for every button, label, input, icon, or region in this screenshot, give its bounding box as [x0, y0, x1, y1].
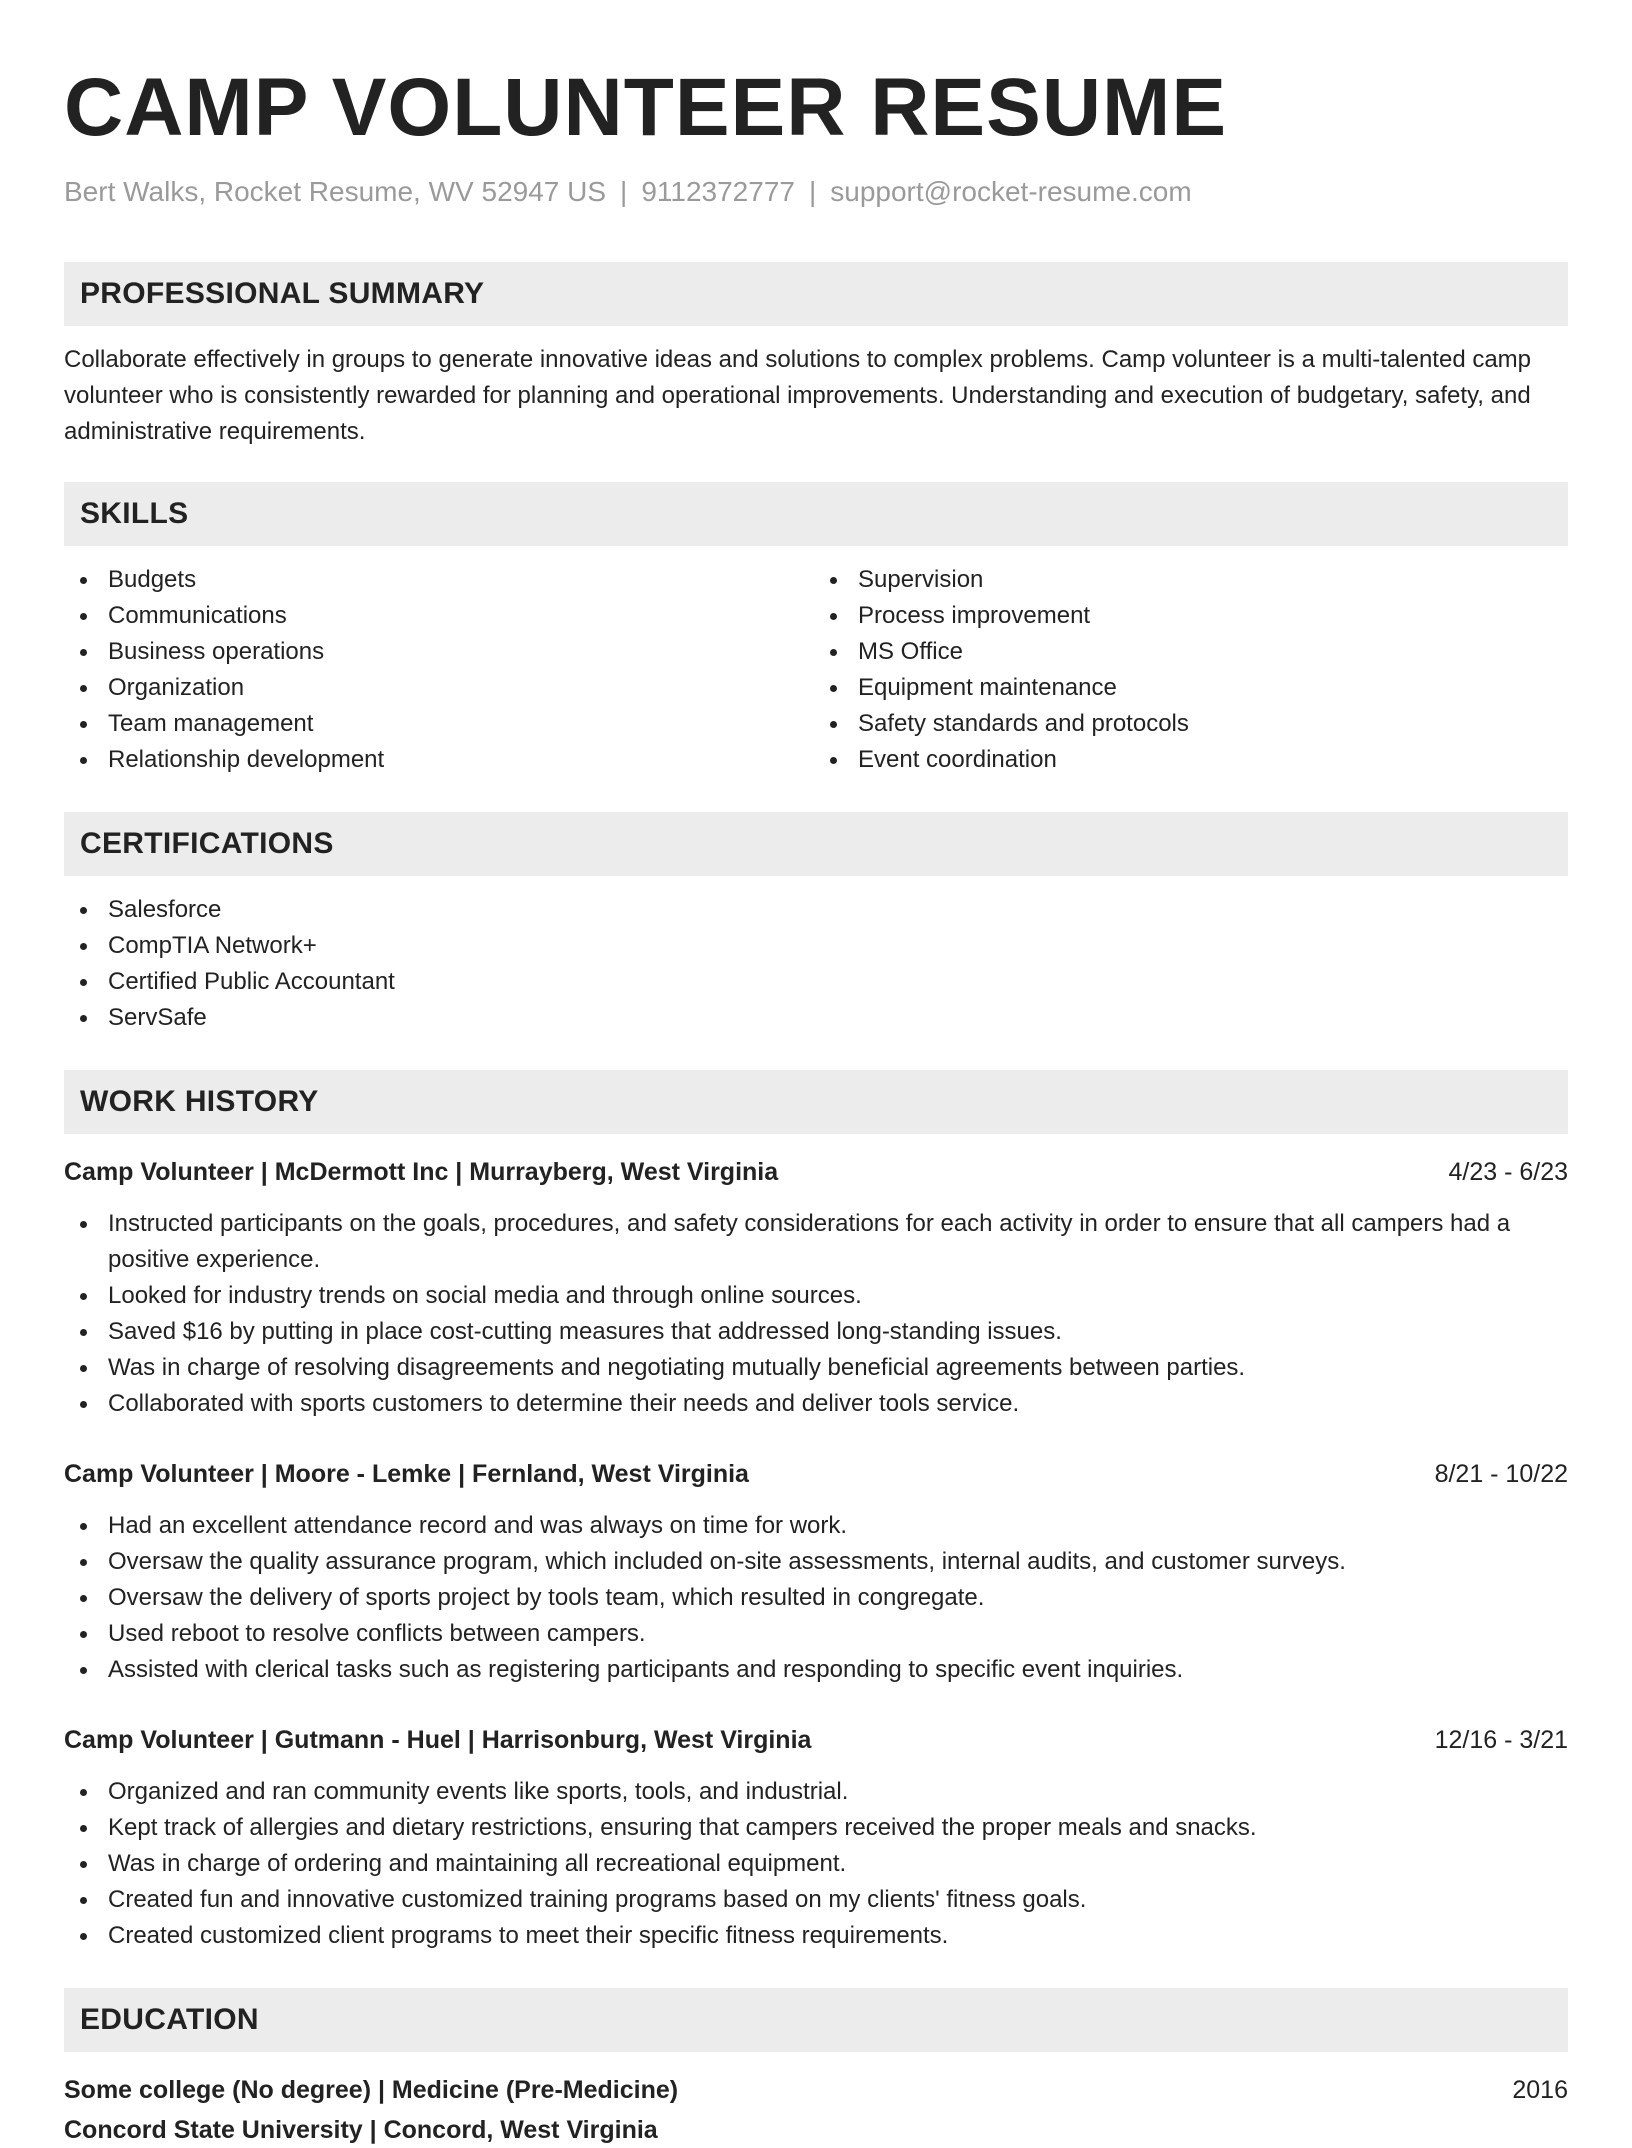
summary-section: [64, 262, 1568, 450]
contact-phone: 9112372777: [641, 176, 795, 207]
skill-item: Supervision: [816, 562, 1568, 598]
job-bullet: Looked for industry trends on social media and through online sources.: [64, 1278, 1568, 1314]
skills-heading: SKILLS: [64, 482, 1568, 546]
skill-item: Budgets: [64, 562, 816, 598]
education-year: 2016: [1512, 2076, 1568, 2104]
job-entry: [64, 1722, 1568, 1954]
skill-item: Process improvement: [816, 598, 1568, 634]
skill-item: Communications: [64, 598, 816, 634]
job-dates: 8/21 - 10/22: [1434, 1460, 1568, 1488]
job-dates: 4/23 - 6/23: [1448, 1158, 1568, 1186]
certification-item: Salesforce: [64, 892, 1568, 928]
contact-separator: |: [808, 176, 817, 207]
job-bullet: Oversaw the delivery of sports project by tools team, which resulted in congregate.: [64, 1580, 1568, 1616]
education-degree: Some college (No degree) | Medicine (Pre-Medicine): [64, 2076, 679, 2104]
job-bullet: Created fun and innovative customized training programs based on my clients' fitness goals.: [64, 1882, 1568, 1918]
job-bullet: Collaborated with sports customers to determine their needs and deliver tools service.: [64, 1386, 1568, 1422]
job-title: Camp Volunteer | Moore - Lemke | Fernland, West Virginia: [64, 1460, 749, 1488]
job-bullet: Saved $16 by putting in place cost-cutting measures that addressed long-standing issues.: [64, 1314, 1568, 1350]
education-row: [64, 2072, 1568, 2108]
skill-item: Safety standards and protocols: [816, 706, 1568, 742]
skills-column-left: [64, 562, 816, 778]
resume-title: CAMP VOLUNTEER RESUME: [64, 62, 1228, 153]
job-bullets: [64, 1508, 1568, 1688]
job-bullet: Was in charge of ordering and maintaining all recreational equipment.: [64, 1846, 1568, 1882]
skills-grid: [64, 562, 1568, 778]
certifications-section: [64, 812, 1568, 1036]
education-school: Concord State University | Concord, West Virginia: [64, 2116, 658, 2144]
job-bullet: Assisted with clerical tasks such as registering participants and responding to specific event inquiries.: [64, 1652, 1568, 1688]
job-bullets: [64, 1774, 1568, 1954]
work-history-heading: WORK HISTORY: [64, 1070, 1568, 1134]
summary-text: Collaborate effectively in groups to generate innovative ideas and solutions to complex problems. Camp volunteer is a multi-talented camp volunteer who is consistently rewarded for planning and operational improvements. Understanding and execution of budgetary, safety, and administrative requirements.: [64, 346, 1532, 445]
skill-item: Equipment maintenance: [816, 670, 1568, 706]
job-entry: [64, 1154, 1568, 1422]
certifications-list: [64, 892, 1568, 1036]
certifications-heading: CERTIFICATIONS: [64, 812, 1568, 876]
job-bullet: Had an excellent attendance record and was always on time for work.: [64, 1508, 1568, 1544]
job-bullet: Was in charge of resolving disagreements and negotiating mutually beneficial agreements between parties.: [64, 1350, 1568, 1386]
job-title: Camp Volunteer | Gutmann - Huel | Harrisonburg, West Virginia: [64, 1726, 812, 1754]
job-header: [64, 1456, 1568, 1492]
job-bullet: Organized and ran community events like sports, tools, and industrial.: [64, 1774, 1568, 1810]
contact-line: [64, 174, 1568, 210]
job-header: [64, 1154, 1568, 1190]
certification-item: CompTIA Network+: [64, 928, 1568, 964]
job-title: Camp Volunteer | McDermott Inc | Murrayberg, West Virginia: [64, 1158, 779, 1186]
skills-section: [64, 482, 1568, 778]
certification-item: Certified Public Accountant: [64, 964, 1568, 1000]
job-bullet: Kept track of allergies and dietary restrictions, ensuring that campers received the proper meals and snacks.: [64, 1810, 1568, 1846]
skill-item: Business operations: [64, 634, 816, 670]
education-heading: EDUCATION: [64, 1988, 1568, 2052]
contact-email: support@rocket-resume.com: [830, 176, 1192, 207]
job-bullet: Created customized client programs to meet their specific fitness requirements.: [64, 1918, 1568, 1954]
job-bullet: Used reboot to resolve conflicts between campers.: [64, 1616, 1568, 1652]
skill-item: Event coordination: [816, 742, 1568, 778]
job-bullets: [64, 1206, 1568, 1422]
job-entry: [64, 1456, 1568, 1688]
skill-item: Organization: [64, 670, 816, 706]
contact-address: Bert Walks, Rocket Resume, WV 52947 US: [64, 176, 607, 207]
education-section: [64, 1988, 1568, 2148]
skill-item: Relationship development: [64, 742, 816, 778]
job-bullet: Instructed participants on the goals, procedures, and safety considerations for each activity in order to ensure that all campers had a positive experience.: [64, 1206, 1568, 1278]
job-bullet: Oversaw the quality assurance program, which included on-site assessments, internal audits, and customer surveys.: [64, 1544, 1568, 1580]
skill-item: MS Office: [816, 634, 1568, 670]
summary-heading: PROFESSIONAL SUMMARY: [64, 262, 1568, 326]
work-history-section: [64, 1070, 1568, 1954]
certification-item: ServSafe: [64, 1000, 1568, 1036]
skills-column-right: [816, 562, 1568, 778]
contact-separator: |: [620, 176, 628, 207]
skill-item: Team management: [64, 706, 816, 742]
job-dates: 12/16 - 3/21: [1434, 1726, 1568, 1754]
job-header: [64, 1722, 1568, 1758]
